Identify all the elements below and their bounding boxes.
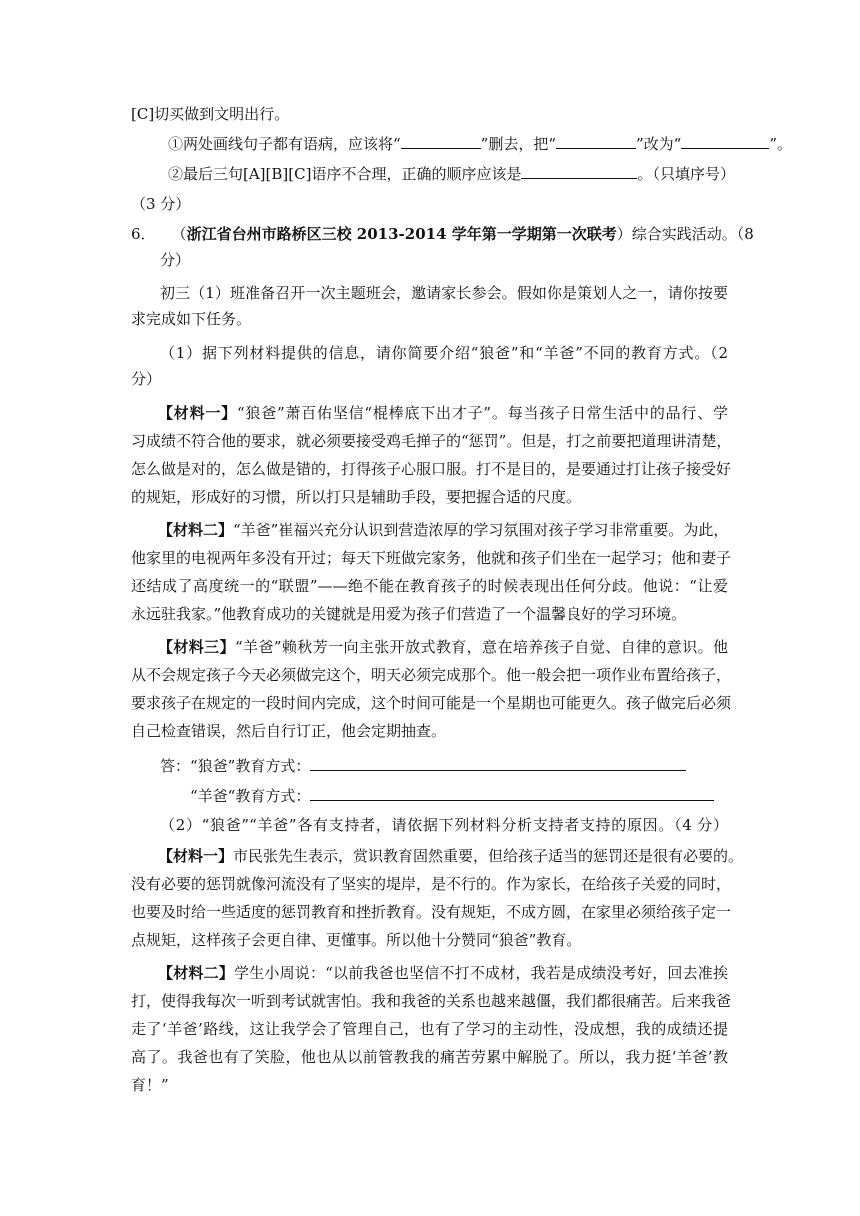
answer-line[interactable] bbox=[310, 786, 714, 801]
material-label: 【材料二】 bbox=[158, 521, 234, 539]
task-2-prompt: （2）“狼爸”“羊爸”各有支持者，请依据下列材料分析支持者支持的原因。（4 分） bbox=[160, 816, 728, 834]
q6-heading-cont: 分） bbox=[160, 251, 191, 269]
material-1-line: 的规矩，形成好的习惯，所以打只是辅助手段，要把握合适的尺度。 bbox=[131, 488, 582, 506]
answer-wolf-dad: 答：“狼爸”教育方式： bbox=[160, 756, 686, 776]
q5-score: （3 分） bbox=[131, 195, 191, 213]
answer-blank[interactable] bbox=[681, 134, 769, 149]
answer-line[interactable] bbox=[310, 756, 686, 771]
task-1-prompt: （1）据下列材料提供的信息，请你简要介绍“狼爸”和“羊爸”不同的教育方式。（2 bbox=[160, 344, 728, 362]
q6-intro-line: 初三（1）班准备召开一次主题班会，邀请家长参会。假如你是策划人之一，请你按要 bbox=[160, 284, 728, 302]
material-2-line: 永远驻我家。”他教育成功的关键就是用爱为孩子们营造了一个温馨良好的学习环境。 bbox=[131, 605, 687, 623]
material-label: 【材料一】 bbox=[158, 847, 234, 865]
material-label: 【材料三】 bbox=[158, 638, 235, 656]
supporter-material-2-line: 打，使得我每次一听到考试就害怕。我和我爸的关系也越来越僵，我们都很痛苦。后来我爸 bbox=[131, 992, 732, 1010]
material-2-line: 他家里的电视两年多没有开过；每天下班做完家务，他就和孩子们坐在一起学习；他和妻子 bbox=[131, 549, 732, 567]
material-2-line: 【材料二】“羊爸”崔福兴充分认识到营造浓厚的学习氛围对孩子学习非常重要。为此， bbox=[158, 521, 729, 539]
answer-sheep-dad: “羊爸“教育方式： bbox=[190, 786, 714, 806]
q5-subquestion-2: ②最后三句[A][B][C]语序不合理，正确的顺序应该是 。（只填序号） bbox=[168, 165, 735, 183]
answer-blank[interactable] bbox=[521, 164, 637, 179]
supporter-material-2-line: 育！” bbox=[131, 1076, 169, 1094]
material-label: 【材料一】 bbox=[158, 404, 237, 422]
material-label: 【材料二】 bbox=[158, 964, 234, 982]
answer-blank[interactable] bbox=[401, 134, 481, 149]
material-3-line: 【材料三】“羊爸”赖秋芳一向主张开放式教育，意在培养孩子自觉、自律的意识。他 bbox=[158, 638, 728, 656]
q5-subquestion-1: ①两处画线句子都有语病，应该将“ ”删去，把“ ”改为“ ”。 bbox=[168, 135, 793, 153]
material-3-line: 要求孩子在规定的一段时间内完成，这个时间可能是一个星期也可能更久。孩子做完后必须 bbox=[131, 694, 732, 712]
material-3-line: 自己检查错误，然后自行订正，他会定期抽查。 bbox=[131, 722, 447, 740]
material-2-line: 还结成了高度统一的“联盟”——绝不能在教育孩子的时候表现出任何分歧。他说：“让爱 bbox=[131, 577, 728, 595]
q6-heading: 6． （浙江省台州市路桥区三校 2013-2014 学年第一学期第一次联考）综合实践活动。（8 bbox=[131, 225, 754, 243]
task-1-prompt-cont: 分） bbox=[131, 370, 162, 388]
supporter-material-2-line: 【材料二】学生小周说：“以前我爸也坚信不打不成材，我若是成绩没考好，回去准挨 bbox=[158, 964, 728, 982]
q6-intro-line: 求完成如下任务。 bbox=[131, 310, 252, 328]
supporter-material-2-line: 走了‘羊爸’路线，这让我学会了管理自己，也有了学习的主动性，没成想，我的成绩还提 bbox=[131, 1020, 728, 1038]
q5-option-c: [C]切买做到文明出行。 bbox=[131, 105, 290, 123]
material-1-line: 习成绩不符合他的要求，就必须要接受鸡毛掸子的“惩罚”。但是，打之前要把道理讲清楚， bbox=[131, 432, 732, 450]
answer-blank[interactable] bbox=[556, 134, 636, 149]
supporter-material-1-line: 【材料一】市民张先生表示，赏识教育固然重要，但给孩子适当的惩罚还是很有必要的。 bbox=[158, 847, 744, 865]
supporter-material-1-line: 也要及时给一些适度的惩罚教育和挫折教育。没有规矩，不成方圆，在家里必须给孩子定一 bbox=[131, 903, 732, 921]
material-1-line: 怎么做是对的，怎么做是错的，打得孩子心服口服。打不是目的，是要通过打让孩子接受好 bbox=[131, 460, 732, 478]
supporter-material-2-line: 高了。我爸也有了笑脸，他也从以前管教我的痛苦劳累中解脱了。所以，我力挺‘羊爸’教 bbox=[131, 1048, 728, 1066]
supporter-material-1-line: 没有必要的惩罚就像河流没有了坚实的堤岸，是不行的。作为家长，在给孩子关爱的同时， bbox=[131, 875, 732, 893]
material-1-line: 【材料一】“狼爸”萧百佑坚信“棍棒底下出才子”。每当孩子日常生活中的品行、学 bbox=[158, 404, 728, 422]
supporter-material-1-line: 点规矩，这样孩子会更自律、更懂事。所以他十分赞同“狼爸”教育。 bbox=[131, 931, 582, 949]
question-source: 浙江省台州市路桥区三校 2013-2014 学年第一学期第一次联考 bbox=[186, 225, 617, 243]
material-3-line: 从不会规定孩子今天必须做完这个，明天必须完成那个。他一般会把一项作业布置给孩子， bbox=[131, 666, 732, 684]
question-number: 6． bbox=[131, 225, 156, 243]
